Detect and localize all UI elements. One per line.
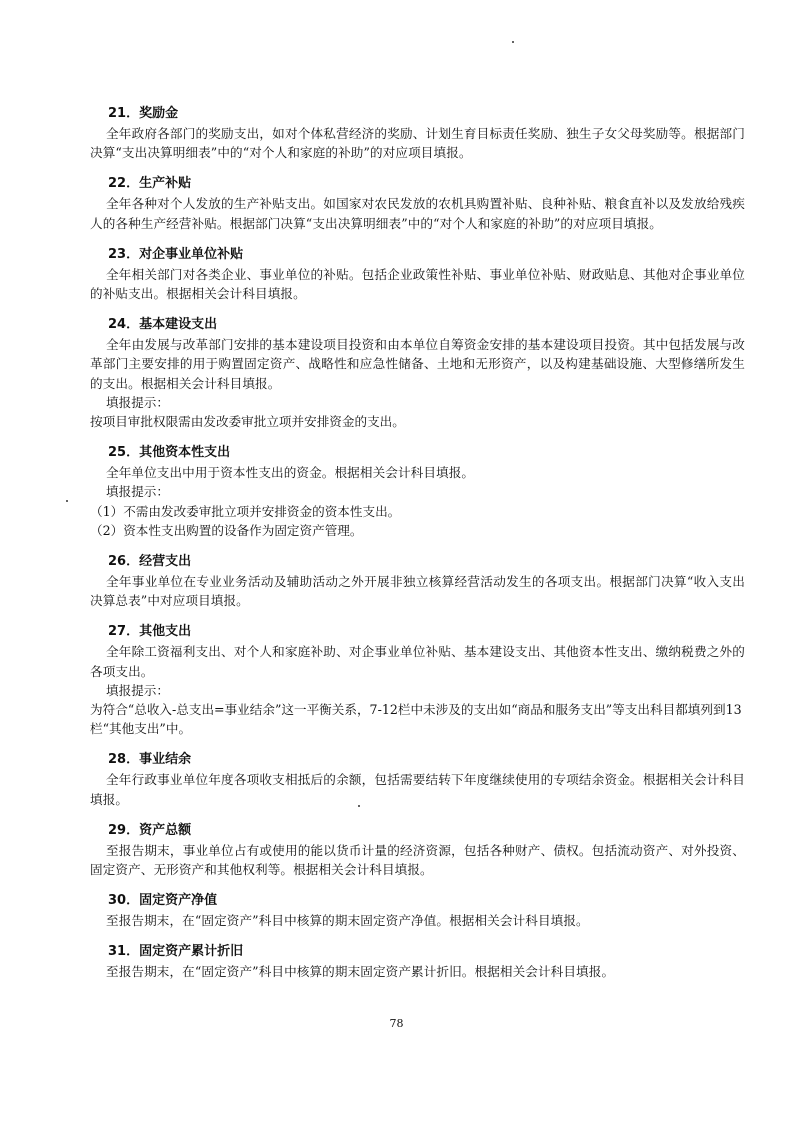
- scan-speck: [66, 500, 68, 502]
- section-heading: 29．资产总额: [108, 822, 192, 838]
- section-22: [90, 174, 745, 232]
- section-heading: 23．对企事业单位补贴: [108, 246, 244, 262]
- tip-label: 填报提示：: [106, 394, 169, 410]
- section-29: [90, 821, 745, 879]
- section-heading: 21．奖励金: [108, 106, 179, 121]
- section-27: [90, 622, 745, 738]
- tip-line: 为符合“总收入-总支出=事业结余”这一平衡关系，7-12栏中未涉及的支出如“商品和服务支出”等支出科目都填列到13栏“其他支出”中。: [90, 702, 742, 737]
- section-23: [90, 245, 745, 303]
- section-paragraph: 全年政府各部门的奖励支出，如对个体私营经济的奖励、计划生育目标责任奖励、独生子女父母奖励等。根据部门决算“支出决算明细表”中的“对个人和家庭的补助”的对应项目填报。: [90, 126, 745, 161]
- page-number: 78: [389, 1017, 404, 1030]
- section-paragraph: 全年各种对个人发放的生产补贴支出。如国家对农民发放的农机具购置补贴、良种补贴、粮食直补以及发放给残疾人的各种生产经营补贴。根据部门决算“支出决算明细表”中的“对个人和家庭的补助”的对应项目填报。: [90, 196, 745, 231]
- section-heading: 31．固定资产累计折旧: [108, 944, 244, 960]
- section-paragraph: 至报告期末，在“固定资产”科目中核算的期末固定资产净值。根据相关会计科目填报。: [106, 913, 589, 929]
- section-paragraph: 全年相关部门对各类企业、事业单位的补贴。包括企业政策性补贴、事业单位补贴、财政贴息、其他对企事业单位的补贴支出。根据相关会计科目填报。: [90, 266, 745, 302]
- document-body: [90, 104, 745, 994]
- section-25: [90, 443, 745, 540]
- section-paragraph: 全年事业单位在专业业务活动及辅助活动之外开展非独立核算经营活动发生的各项支出。根据部门决算“收入支出决算总表”中对应项目填报。: [90, 574, 745, 609]
- section-heading: 27．其他支出: [108, 624, 192, 640]
- section-paragraph: 至报告期末，在“固定资产”科目中核算的期末固定资产累计折旧。根据相关会计科目填报。: [106, 964, 615, 980]
- section-heading: 24．基本建设支出: [108, 317, 218, 333]
- section-30: [90, 891, 745, 930]
- tip-label: 填报提示：: [106, 484, 169, 500]
- section-paragraph: 全年由发展与改革部门安排的基本建设项目投资和由本单位自筹资金安排的基本建设项目投资。其中包括发展与改革部门主要安排的用于购置固定资产、战略性和应急性储备、土地和无形资产，以及构建基础设施、大型修缮所发生的支出。根据相关会计科目填报。: [90, 337, 745, 391]
- tip-label: 填报提示：: [106, 682, 169, 698]
- section-28: [90, 750, 745, 808]
- section-heading: 26．经营支出: [108, 554, 192, 570]
- section-paragraph: 至报告期末，事业单位占有或使用的能以货币计量的经济资源，包括各种财产、债权。包括流动资产、对外投资、固定资产、无形资产和其他权利等。根据相关会计科目填报。: [90, 842, 745, 878]
- section-heading: 28．事业结余: [108, 752, 192, 768]
- tip-line: （2）资本性支出购置的设备作为固定资产管理。: [90, 522, 363, 538]
- section-paragraph: 全年行政事业单位年度各项收支相抵后的余额，包括需要结转下年度继续使用的专项结余资金。根据相关会计科目填报。: [90, 772, 745, 807]
- section-26: [90, 552, 745, 610]
- tip-line: 按项目审批权限需由发改委审批立项并安排资金的支出。: [90, 414, 405, 430]
- section-heading: 25．其他资本性支出: [108, 445, 231, 461]
- scan-speck: [512, 41, 514, 43]
- section-paragraph: 全年除工资福利支出、对个人和家庭补助、对企事业单位补贴、基本建设支出、其他资本性支出、缴纳税费之外的各项支出。: [90, 644, 745, 679]
- section-21: [90, 104, 745, 162]
- section-heading: 22．生产补贴: [108, 176, 192, 192]
- section-paragraph: 全年单位支出中用于资本性支出的资金。根据相关会计科目填报。: [106, 465, 475, 481]
- section-heading: 30．固定资产净值: [108, 893, 218, 909]
- section-24: [90, 315, 745, 431]
- section-31: [90, 942, 745, 981]
- tip-line: （1）不需由发改委审批立项并安排资金的资本性支出。: [90, 503, 401, 519]
